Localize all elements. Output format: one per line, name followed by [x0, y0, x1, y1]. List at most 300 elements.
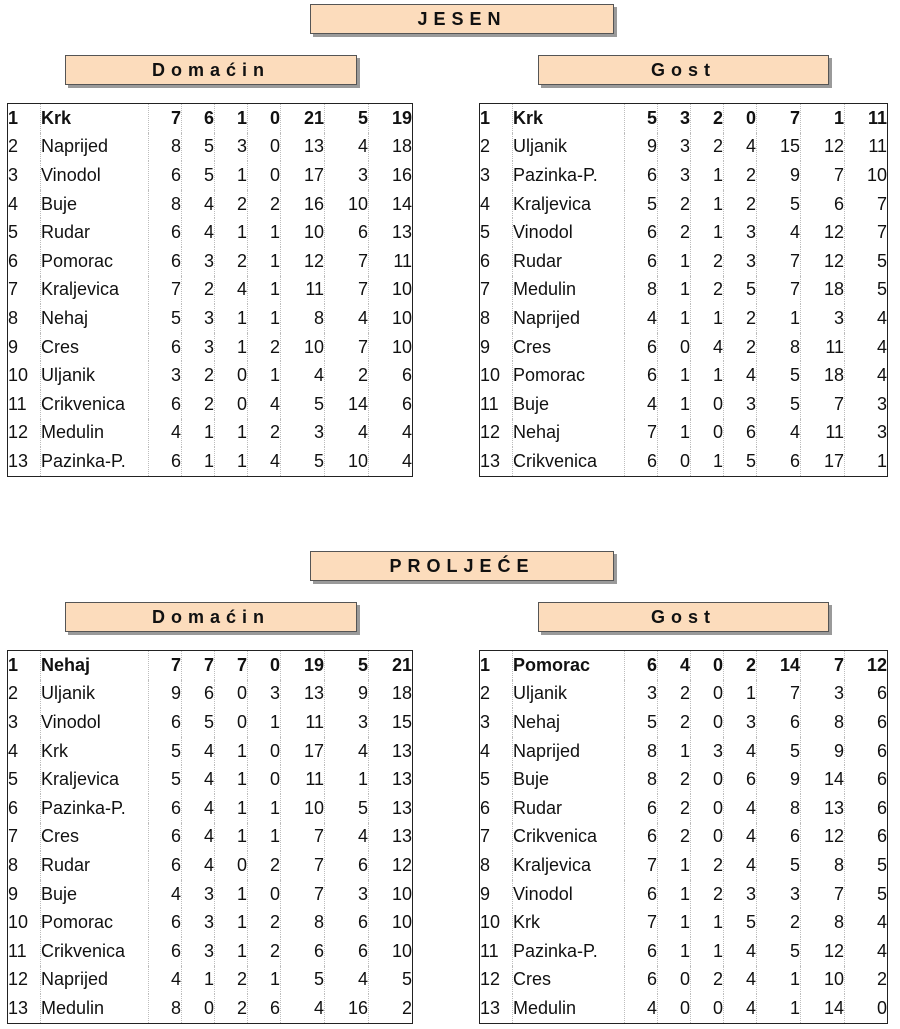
position-cell: 6	[8, 794, 41, 823]
team-name-cell: Crikvenica	[513, 823, 625, 852]
stat-cell: 8	[757, 794, 801, 823]
stat-cell: 0	[658, 447, 691, 476]
table-row	[8, 651, 413, 680]
stat-cell: 3	[801, 680, 845, 709]
team-name-cell: Rudar	[513, 247, 625, 276]
stat-cell: 8	[149, 190, 182, 219]
stat-cell: 6	[281, 937, 325, 966]
stat-cell: 7	[281, 851, 325, 880]
team-name-cell: Pomorac	[41, 908, 149, 937]
stat-cell: 1	[248, 247, 281, 276]
stat-cell: 13	[391, 222, 412, 243]
stat-cell: 6	[625, 333, 658, 362]
stat-cell: 1	[658, 937, 691, 966]
stat-cell: 4	[724, 937, 757, 966]
stat-cell: 3	[325, 708, 369, 737]
stat-cell: 17	[281, 737, 325, 766]
stat-cell: 7	[625, 419, 658, 448]
stat-cell: 2	[691, 247, 724, 276]
stat-cell: 7	[281, 823, 325, 852]
table-row	[8, 104, 413, 133]
table-row	[8, 823, 413, 852]
stat-cell: 4	[182, 190, 215, 219]
stat-cell: 1	[691, 361, 724, 390]
stat-cell: 6	[625, 937, 658, 966]
stat-cell: 1	[658, 419, 691, 448]
stat-cell: 0	[691, 651, 724, 680]
stat-cell: 4	[325, 966, 369, 995]
stat-cell: 8	[149, 994, 182, 1023]
stat-cell: 1	[215, 104, 248, 133]
team-name-cell: Medulin	[41, 994, 149, 1023]
stat-cell: 2	[691, 276, 724, 305]
stat-cell: 0	[248, 765, 281, 794]
stat-cell: 7	[215, 651, 248, 680]
position-cell: 9	[8, 880, 41, 909]
team-name-cell: Pazinka-P.	[41, 794, 149, 823]
team-name-cell: Buje	[41, 880, 149, 909]
stat-cell: 4	[757, 419, 801, 448]
stat-cell: 3	[658, 133, 691, 162]
table-row	[480, 190, 888, 219]
table-row	[480, 333, 888, 362]
stat-cell: 10	[281, 218, 325, 247]
table-row	[8, 708, 413, 737]
stat-cell: 16	[325, 994, 369, 1023]
stat-cell: 10	[801, 966, 845, 995]
stat-cell: 6	[325, 851, 369, 880]
stat-cell: 5	[325, 104, 369, 133]
table-row	[480, 908, 888, 937]
team-name-cell: Pomorac	[513, 361, 625, 390]
stat-cell: 6	[625, 447, 658, 476]
stat-cell: 3	[182, 247, 215, 276]
table-row	[480, 218, 888, 247]
table-row	[8, 247, 413, 276]
stat-cell: 19	[281, 651, 325, 680]
team-name-cell: Kraljevica	[41, 276, 149, 305]
stat-cell: 1	[757, 994, 801, 1023]
stat-cell: 3	[658, 161, 691, 190]
stat-cell: 2	[691, 966, 724, 995]
stat-cell: 12	[801, 247, 845, 276]
stat-cell: 2	[658, 708, 691, 737]
stat-cell: 2	[658, 823, 691, 852]
table-row	[8, 994, 413, 1023]
stat-cell: 5	[724, 908, 757, 937]
table-row	[8, 361, 413, 390]
stat-cell: 1	[691, 190, 724, 219]
stat-cell: 6	[876, 711, 887, 732]
stat-cell: 1	[215, 419, 248, 448]
stat-cell: 8	[801, 708, 845, 737]
stat-cell: 21	[391, 654, 412, 675]
table-row	[480, 994, 888, 1023]
position-cell: 13	[480, 994, 513, 1023]
stat-cell: 2	[215, 994, 248, 1023]
table-row	[8, 161, 413, 190]
stat-cell: 6	[149, 247, 182, 276]
team-name-cell: Nehaj	[41, 304, 149, 333]
stat-cell: 18	[391, 683, 412, 704]
stat-cell: 4	[724, 966, 757, 995]
stat-cell: 5	[757, 937, 801, 966]
stat-cell: 10	[391, 912, 412, 933]
stat-cell: 5	[149, 304, 182, 333]
position-cell: 11	[480, 937, 513, 966]
stat-cell: 2	[182, 276, 215, 305]
stat-cell: 1	[215, 823, 248, 852]
stat-cell: 7	[625, 908, 658, 937]
stat-cell: 2	[724, 333, 757, 362]
stat-cell: 3	[182, 304, 215, 333]
stat-cell: 2	[658, 218, 691, 247]
stat-cell: 7	[182, 651, 215, 680]
stat-cell: 10	[391, 279, 412, 300]
stat-cell: 13	[391, 740, 412, 761]
position-cell: 9	[8, 333, 41, 362]
team-name-cell: Pomorac	[41, 247, 149, 276]
stat-cell: 11	[801, 419, 845, 448]
table-row	[480, 361, 888, 390]
stat-cell: 6	[149, 161, 182, 190]
table-row	[8, 304, 413, 333]
stat-cell: 3	[325, 161, 369, 190]
team-name-cell: Cres	[41, 333, 149, 362]
team-name-cell: Pazinka-P.	[41, 447, 149, 476]
stat-cell: 4	[401, 450, 412, 471]
team-name-cell: Naprijed	[41, 966, 149, 995]
stat-cell: 2	[248, 419, 281, 448]
stat-cell: 13	[391, 769, 412, 790]
team-name-cell: Naprijed	[513, 304, 625, 333]
stat-cell: 5	[281, 966, 325, 995]
stat-cell: 6	[325, 937, 369, 966]
stat-cell: 1	[248, 304, 281, 333]
stat-cell: 7	[149, 104, 182, 133]
stat-cell: 10	[325, 447, 369, 476]
stat-cell: 2	[876, 969, 887, 990]
table-row	[480, 419, 888, 448]
stat-cell: 2	[658, 680, 691, 709]
stat-cell: 5	[149, 765, 182, 794]
team-name-cell: Vinodol	[513, 880, 625, 909]
position-cell: 7	[480, 276, 513, 305]
table-row	[8, 447, 413, 476]
stat-cell: 12	[801, 218, 845, 247]
table-row	[8, 937, 413, 966]
stat-cell: 7	[149, 276, 182, 305]
stat-cell: 4	[248, 390, 281, 419]
team-name-cell: Pazinka-P.	[513, 937, 625, 966]
team-name-cell: Crikvenica	[41, 390, 149, 419]
stat-cell: 6	[325, 908, 369, 937]
stat-cell: 0	[248, 104, 281, 133]
stat-cell: 1	[215, 333, 248, 362]
stat-cell: 10	[391, 307, 412, 328]
stat-cell: 6	[625, 161, 658, 190]
team-name-cell: Nehaj	[513, 419, 625, 448]
position-cell: 8	[8, 851, 41, 880]
stat-cell: 6	[182, 104, 215, 133]
home-header-jesen: Domaćin	[65, 55, 357, 85]
stat-cell: 3	[724, 708, 757, 737]
stat-cell: 0	[876, 997, 887, 1018]
stat-cell: 18	[391, 136, 412, 157]
position-cell: 4	[8, 190, 41, 219]
team-name-cell: Rudar	[41, 218, 149, 247]
stat-cell: 5	[757, 851, 801, 880]
stat-cell: 5	[625, 708, 658, 737]
position-cell: 11	[480, 390, 513, 419]
stat-cell: 1	[248, 218, 281, 247]
stat-cell: 4	[182, 794, 215, 823]
stat-cell: 17	[281, 161, 325, 190]
stat-cell: 3	[658, 104, 691, 133]
stat-cell: 4	[876, 940, 887, 961]
stat-cell: 5	[625, 104, 658, 133]
stat-cell: 7	[625, 851, 658, 880]
position-cell: 10	[8, 908, 41, 937]
stat-cell: 6	[625, 794, 658, 823]
stat-cell: 0	[658, 966, 691, 995]
table-row	[480, 247, 888, 276]
stat-cell: 2	[182, 361, 215, 390]
stat-cell: 14	[757, 651, 801, 680]
stat-cell: 3	[691, 737, 724, 766]
stat-cell: 7	[757, 104, 801, 133]
stat-cell: 13	[801, 794, 845, 823]
table-row	[8, 218, 413, 247]
stat-cell: 11	[393, 250, 412, 271]
stat-cell: 19	[391, 107, 412, 128]
stat-cell: 2	[248, 333, 281, 362]
stat-cell: 3	[281, 419, 325, 448]
stat-cell: 1	[215, 304, 248, 333]
stat-cell: 13	[281, 680, 325, 709]
stat-cell: 11	[867, 107, 887, 128]
table-proljece-away	[479, 650, 888, 1024]
stat-cell: 4	[149, 966, 182, 995]
team-name-cell: Nehaj	[41, 651, 149, 680]
position-cell: 6	[480, 794, 513, 823]
team-name-cell: Pomorac	[513, 651, 625, 680]
stat-cell: 0	[724, 104, 757, 133]
stat-cell: 2	[215, 247, 248, 276]
position-cell: 5	[8, 218, 41, 247]
stat-cell: 6	[876, 826, 887, 847]
position-cell: 11	[8, 390, 41, 419]
table-row	[8, 880, 413, 909]
stat-cell: 1	[215, 765, 248, 794]
stat-cell: 3	[724, 390, 757, 419]
position-cell: 6	[480, 247, 513, 276]
stat-cell: 1	[182, 447, 215, 476]
position-cell: 1	[8, 104, 41, 133]
table-row	[480, 737, 888, 766]
team-name-cell: Uljanik	[513, 680, 625, 709]
stat-cell: 1	[658, 304, 691, 333]
position-cell: 4	[8, 737, 41, 766]
stat-cell: 4	[325, 419, 369, 448]
stat-cell: 7	[801, 390, 845, 419]
team-name-cell: Krk	[41, 737, 149, 766]
stat-cell: 0	[248, 161, 281, 190]
stat-cell: 5	[757, 361, 801, 390]
stat-cell: 6	[876, 683, 887, 704]
stat-cell: 1	[248, 794, 281, 823]
table-row	[8, 765, 413, 794]
position-cell: 5	[480, 218, 513, 247]
stat-cell: 0	[215, 680, 248, 709]
stat-cell: 6	[757, 708, 801, 737]
stat-cell: 1	[691, 908, 724, 937]
stat-cell: 12	[801, 823, 845, 852]
stat-cell: 2	[248, 908, 281, 937]
team-name-cell: Cres	[513, 333, 625, 362]
stat-cell: 5	[876, 854, 887, 875]
stat-cell: 4	[724, 823, 757, 852]
stat-cell: 10	[281, 794, 325, 823]
position-cell: 12	[480, 966, 513, 995]
stat-cell: 5	[757, 737, 801, 766]
table-row	[480, 680, 888, 709]
stat-cell: 6	[325, 218, 369, 247]
stat-cell: 4	[325, 133, 369, 162]
stat-cell: 2	[691, 133, 724, 162]
stat-cell: 6	[876, 769, 887, 790]
stat-cell: 16	[391, 164, 412, 185]
stat-cell: 2	[248, 937, 281, 966]
stat-cell: 1	[691, 218, 724, 247]
stat-cell: 4	[625, 390, 658, 419]
team-name-cell: Vinodol	[41, 161, 149, 190]
stat-cell: 8	[281, 304, 325, 333]
stat-cell: 14	[325, 390, 369, 419]
team-name-cell: Cres	[513, 966, 625, 995]
stat-cell: 15	[757, 133, 801, 162]
stat-cell: 1	[248, 823, 281, 852]
team-name-cell: Medulin	[41, 419, 149, 448]
stat-cell: 7	[325, 247, 369, 276]
position-cell: 3	[8, 708, 41, 737]
stat-cell: 7	[801, 880, 845, 909]
position-cell: 1	[480, 104, 513, 133]
stat-cell: 2	[724, 304, 757, 333]
stat-cell: 1	[215, 737, 248, 766]
stat-cell: 3	[724, 218, 757, 247]
stat-cell: 13	[391, 797, 412, 818]
stat-cell: 4	[724, 851, 757, 880]
stat-cell: 6	[149, 851, 182, 880]
stat-cell: 3	[325, 880, 369, 909]
stat-cell: 1	[658, 390, 691, 419]
stat-cell: 2	[724, 190, 757, 219]
stat-cell: 1	[757, 304, 801, 333]
stat-cell: 4	[325, 737, 369, 766]
stat-cell: 5	[757, 390, 801, 419]
team-name-cell: Naprijed	[41, 133, 149, 162]
team-name-cell: Krk	[513, 908, 625, 937]
stat-cell: 0	[248, 880, 281, 909]
stat-cell: 9	[149, 680, 182, 709]
table-row	[480, 651, 888, 680]
stat-cell: 0	[658, 994, 691, 1023]
team-name-cell: Pazinka-P.	[513, 161, 625, 190]
stat-cell: 3	[182, 908, 215, 937]
position-cell: 3	[8, 161, 41, 190]
stat-cell: 4	[876, 336, 887, 357]
position-cell: 9	[480, 880, 513, 909]
stat-cell: 4	[182, 218, 215, 247]
stat-cell: 9	[801, 737, 845, 766]
stat-cell: 5	[325, 794, 369, 823]
stat-cell: 7	[149, 651, 182, 680]
stat-cell: 6	[625, 651, 658, 680]
stat-cell: 1	[658, 908, 691, 937]
stat-cell: 8	[801, 851, 845, 880]
away-header-proljece: Gost	[538, 602, 829, 632]
stat-cell: 6	[801, 190, 845, 219]
team-name-cell: Uljanik	[513, 133, 625, 162]
stat-cell: 6	[724, 419, 757, 448]
stat-cell: 1	[724, 680, 757, 709]
team-name-cell: Kraljevica	[41, 765, 149, 794]
stat-cell: 0	[691, 390, 724, 419]
position-cell: 7	[480, 823, 513, 852]
stat-cell: 4	[281, 994, 325, 1023]
stat-cell: 1	[248, 708, 281, 737]
position-cell: 2	[480, 680, 513, 709]
stat-cell: 9	[625, 133, 658, 162]
stat-cell: 8	[281, 908, 325, 937]
stat-cell: 1	[215, 218, 248, 247]
stat-cell: 4	[401, 422, 412, 443]
stat-cell: 18	[801, 276, 845, 305]
table-row	[8, 737, 413, 766]
stat-cell: 1	[325, 765, 369, 794]
stat-cell: 2	[691, 851, 724, 880]
stat-cell: 6	[724, 765, 757, 794]
stat-cell: 4	[325, 823, 369, 852]
stat-cell: 0	[215, 390, 248, 419]
stat-cell: 11	[281, 765, 325, 794]
position-cell: 10	[480, 361, 513, 390]
stat-cell: 9	[325, 680, 369, 709]
stat-cell: 4	[149, 880, 182, 909]
stat-cell: 3	[215, 133, 248, 162]
table-row	[480, 937, 888, 966]
stat-cell: 0	[691, 708, 724, 737]
stat-cell: 5	[625, 190, 658, 219]
stat-cell: 1	[215, 447, 248, 476]
team-name-cell: Buje	[41, 190, 149, 219]
stat-cell: 0	[691, 680, 724, 709]
position-cell: 8	[8, 304, 41, 333]
stat-cell: 7	[876, 222, 887, 243]
stat-cell: 21	[281, 104, 325, 133]
table-row	[8, 966, 413, 995]
position-cell: 10	[8, 361, 41, 390]
stat-cell: 6	[149, 794, 182, 823]
table-row	[8, 908, 413, 937]
stat-cell: 1	[248, 966, 281, 995]
stat-cell: 1	[658, 880, 691, 909]
stat-cell: 0	[691, 794, 724, 823]
stat-cell: 4	[724, 794, 757, 823]
stat-cell: 7	[801, 651, 845, 680]
stat-cell: 6	[149, 390, 182, 419]
